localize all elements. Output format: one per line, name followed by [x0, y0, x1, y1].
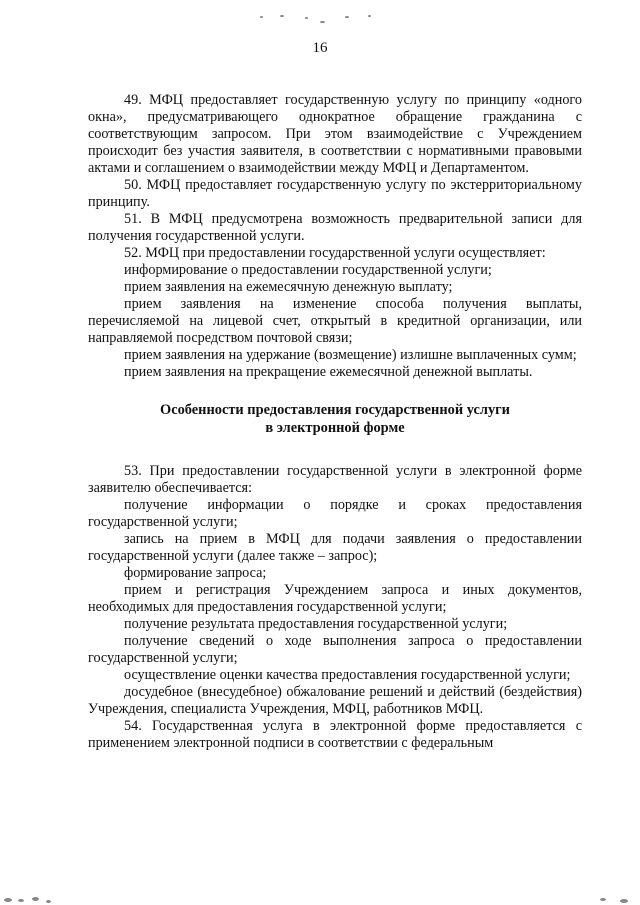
- list-item: прием и регистрация Учреждением запроса и иных документов, необходимых для предоставления государственной услуги;: [88, 582, 582, 615]
- numbered-paragraph: 54. Государственная услуга в электронной форме предоставляется с применением электронной подписи в соответствии с федеральным: [88, 718, 582, 751]
- numbered-paragraph: 49. МФЦ предоставляет государственную услугу по принципу «одного окна», предусматривающего однократное обращение гражданина с соответствующим запросом. При этом взаимодействие с Учреждением происходит без участия заявителя, в соответствии с нормативными правовыми актами и соглашением о взаимодействии между МФЦ и Департаментом.: [88, 92, 582, 176]
- list-item: получение результата предоставления государственной услуги;: [124, 616, 508, 632]
- section-heading-line1: Особенности предоставления государственной услуги: [160, 402, 510, 418]
- numbered-paragraph: 50. МФЦ предоставляет государственную услугу по экстерриториальному принципу.: [88, 177, 582, 210]
- section-before-heading: [88, 92, 582, 381]
- page-number: 16: [312, 40, 328, 56]
- list-item: запись на прием в МФЦ для подачи заявления о предоставлении государственной услуги (далее также – запрос);: [88, 531, 582, 564]
- scan-artifact-bottom: [0, 895, 640, 905]
- list-item: информирование о предоставлении государственной услуги;: [124, 262, 492, 278]
- numbered-paragraph: 53. При предоставлении государственной услуги в электронной форме заявителю обеспечивается:: [88, 463, 582, 496]
- list-item: осуществление оценки качества предоставления государственной услуги;: [124, 667, 571, 683]
- list-item: формирование запроса;: [124, 565, 267, 581]
- list-item: прием заявления на ежемесячную денежную выплату;: [124, 279, 453, 295]
- list-item: получение сведений о ходе выполнения запроса о предоставлении государственной услуги;: [88, 633, 582, 666]
- section-heading-line2: в электронной форме: [265, 420, 405, 436]
- section-heading: [88, 401, 582, 437]
- list-item: прием заявления на удержание (возмещение) излишне выплаченных сумм;: [124, 347, 577, 363]
- list-item: прием заявления на прекращение ежемесячной денежной выплаты.: [124, 364, 533, 380]
- list-item: получение информации о порядке и сроках предоставления государственной услуги;: [88, 497, 582, 530]
- list-item: досудебное (внесудебное) обжалование решений и действий (бездействия) Учреждения, специалиста Учреждения, МФЦ, работников МФЦ.: [88, 684, 582, 717]
- numbered-paragraph: 51. В МФЦ предусмотрена возможность предварительной записи для получения государственной услуги.: [88, 211, 582, 244]
- scan-artifact-top: [250, 12, 390, 26]
- document-body: [88, 92, 582, 752]
- numbered-paragraph: 52. МФЦ при предоставлении государственной услуги осуществляет:: [124, 245, 546, 261]
- section-after-heading: [88, 463, 582, 752]
- list-item: прием заявления на изменение способа получения выплаты, перечисляемой на лицевой счет, открытый в кредитной организации, или направляемой посредством почтовой связи;: [88, 296, 582, 346]
